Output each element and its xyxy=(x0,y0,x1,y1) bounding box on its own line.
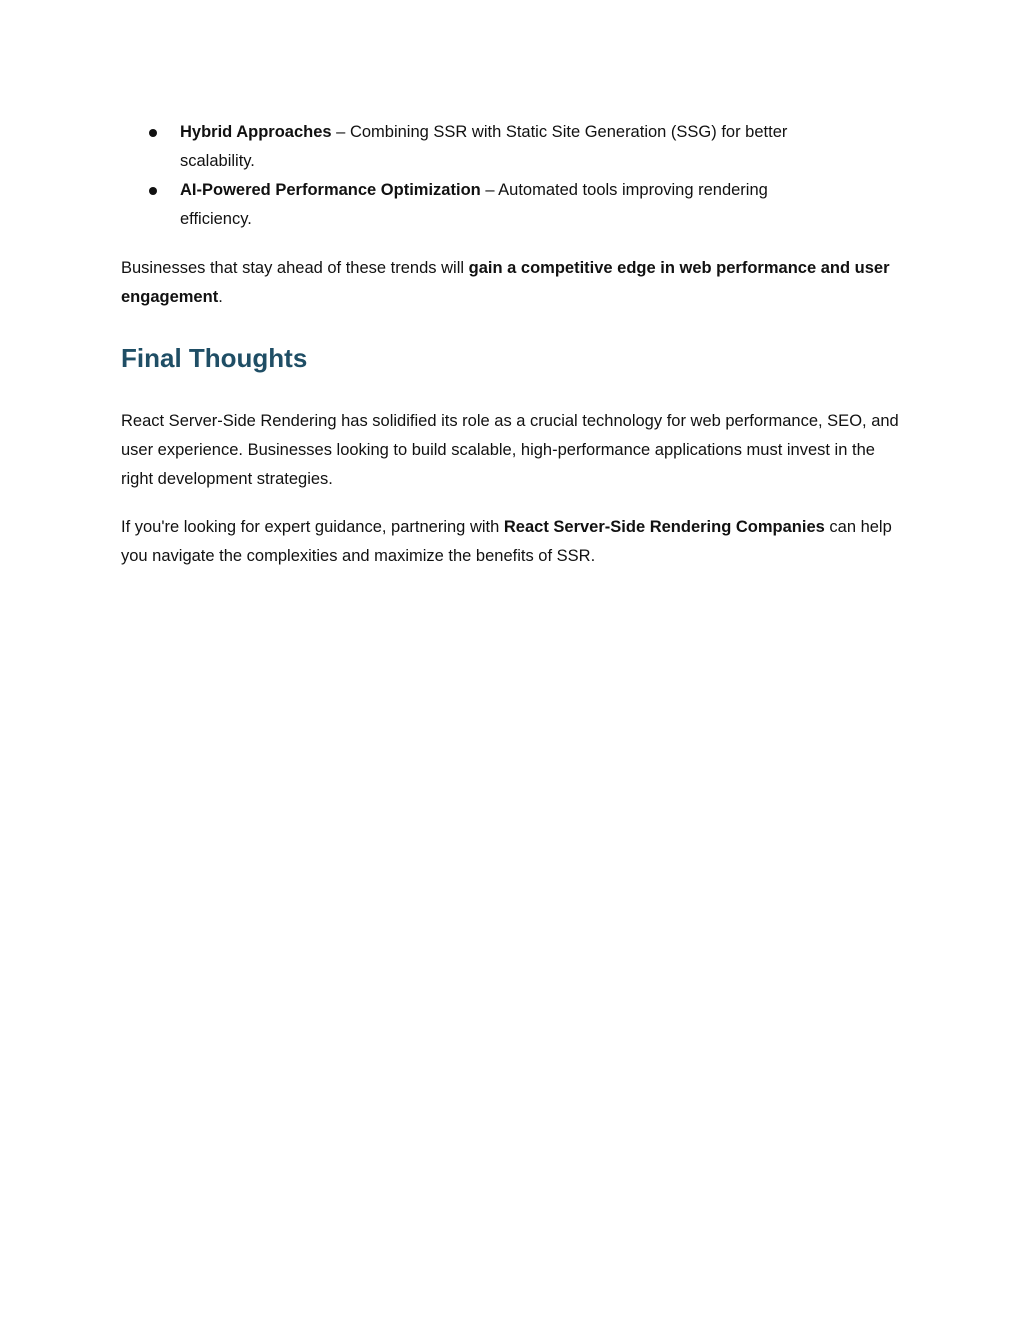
conclusion-paragraph: React Server-Side Rendering has solidified its role as a crucial technology for web performance, SEO, and user experience. Businesses looking to build scalable, high-performance applications must invest in the right development strategies. xyxy=(121,412,899,488)
list-item xyxy=(121,118,840,176)
bullet-term: Hybrid Approaches xyxy=(180,123,332,141)
bullet-description: – Combining SSR with Static Site Generation (SSG) for better scalability. xyxy=(180,123,788,170)
list-item xyxy=(121,176,840,234)
guidance-paragraph xyxy=(121,513,911,571)
bullet-icon xyxy=(149,187,157,195)
paragraph-text: Businesses that stay ahead of these trends will xyxy=(121,259,469,277)
paragraph-text: can help you navigate the complexities and maximize the benefits of SSR. xyxy=(121,518,892,565)
trends-summary-paragraph xyxy=(121,254,911,312)
paragraph-text: . xyxy=(218,288,223,306)
document-content xyxy=(121,118,911,571)
bullet-term: AI-Powered Performance Optimization xyxy=(180,181,481,199)
section-heading: Final Thoughts xyxy=(121,343,308,373)
paragraph-emphasis: React Server-Side Rendering Companies xyxy=(503,518,825,536)
paragraph-text: If you're looking for expert guidance, partnering with xyxy=(121,518,504,536)
paragraph-emphasis: gain a competitive edge in web performance and user engagement xyxy=(121,259,890,306)
trend-bullet-list xyxy=(121,118,911,234)
bullet-description: – Automated tools improving rendering efficiency. xyxy=(180,181,768,228)
bullet-icon xyxy=(149,129,157,137)
